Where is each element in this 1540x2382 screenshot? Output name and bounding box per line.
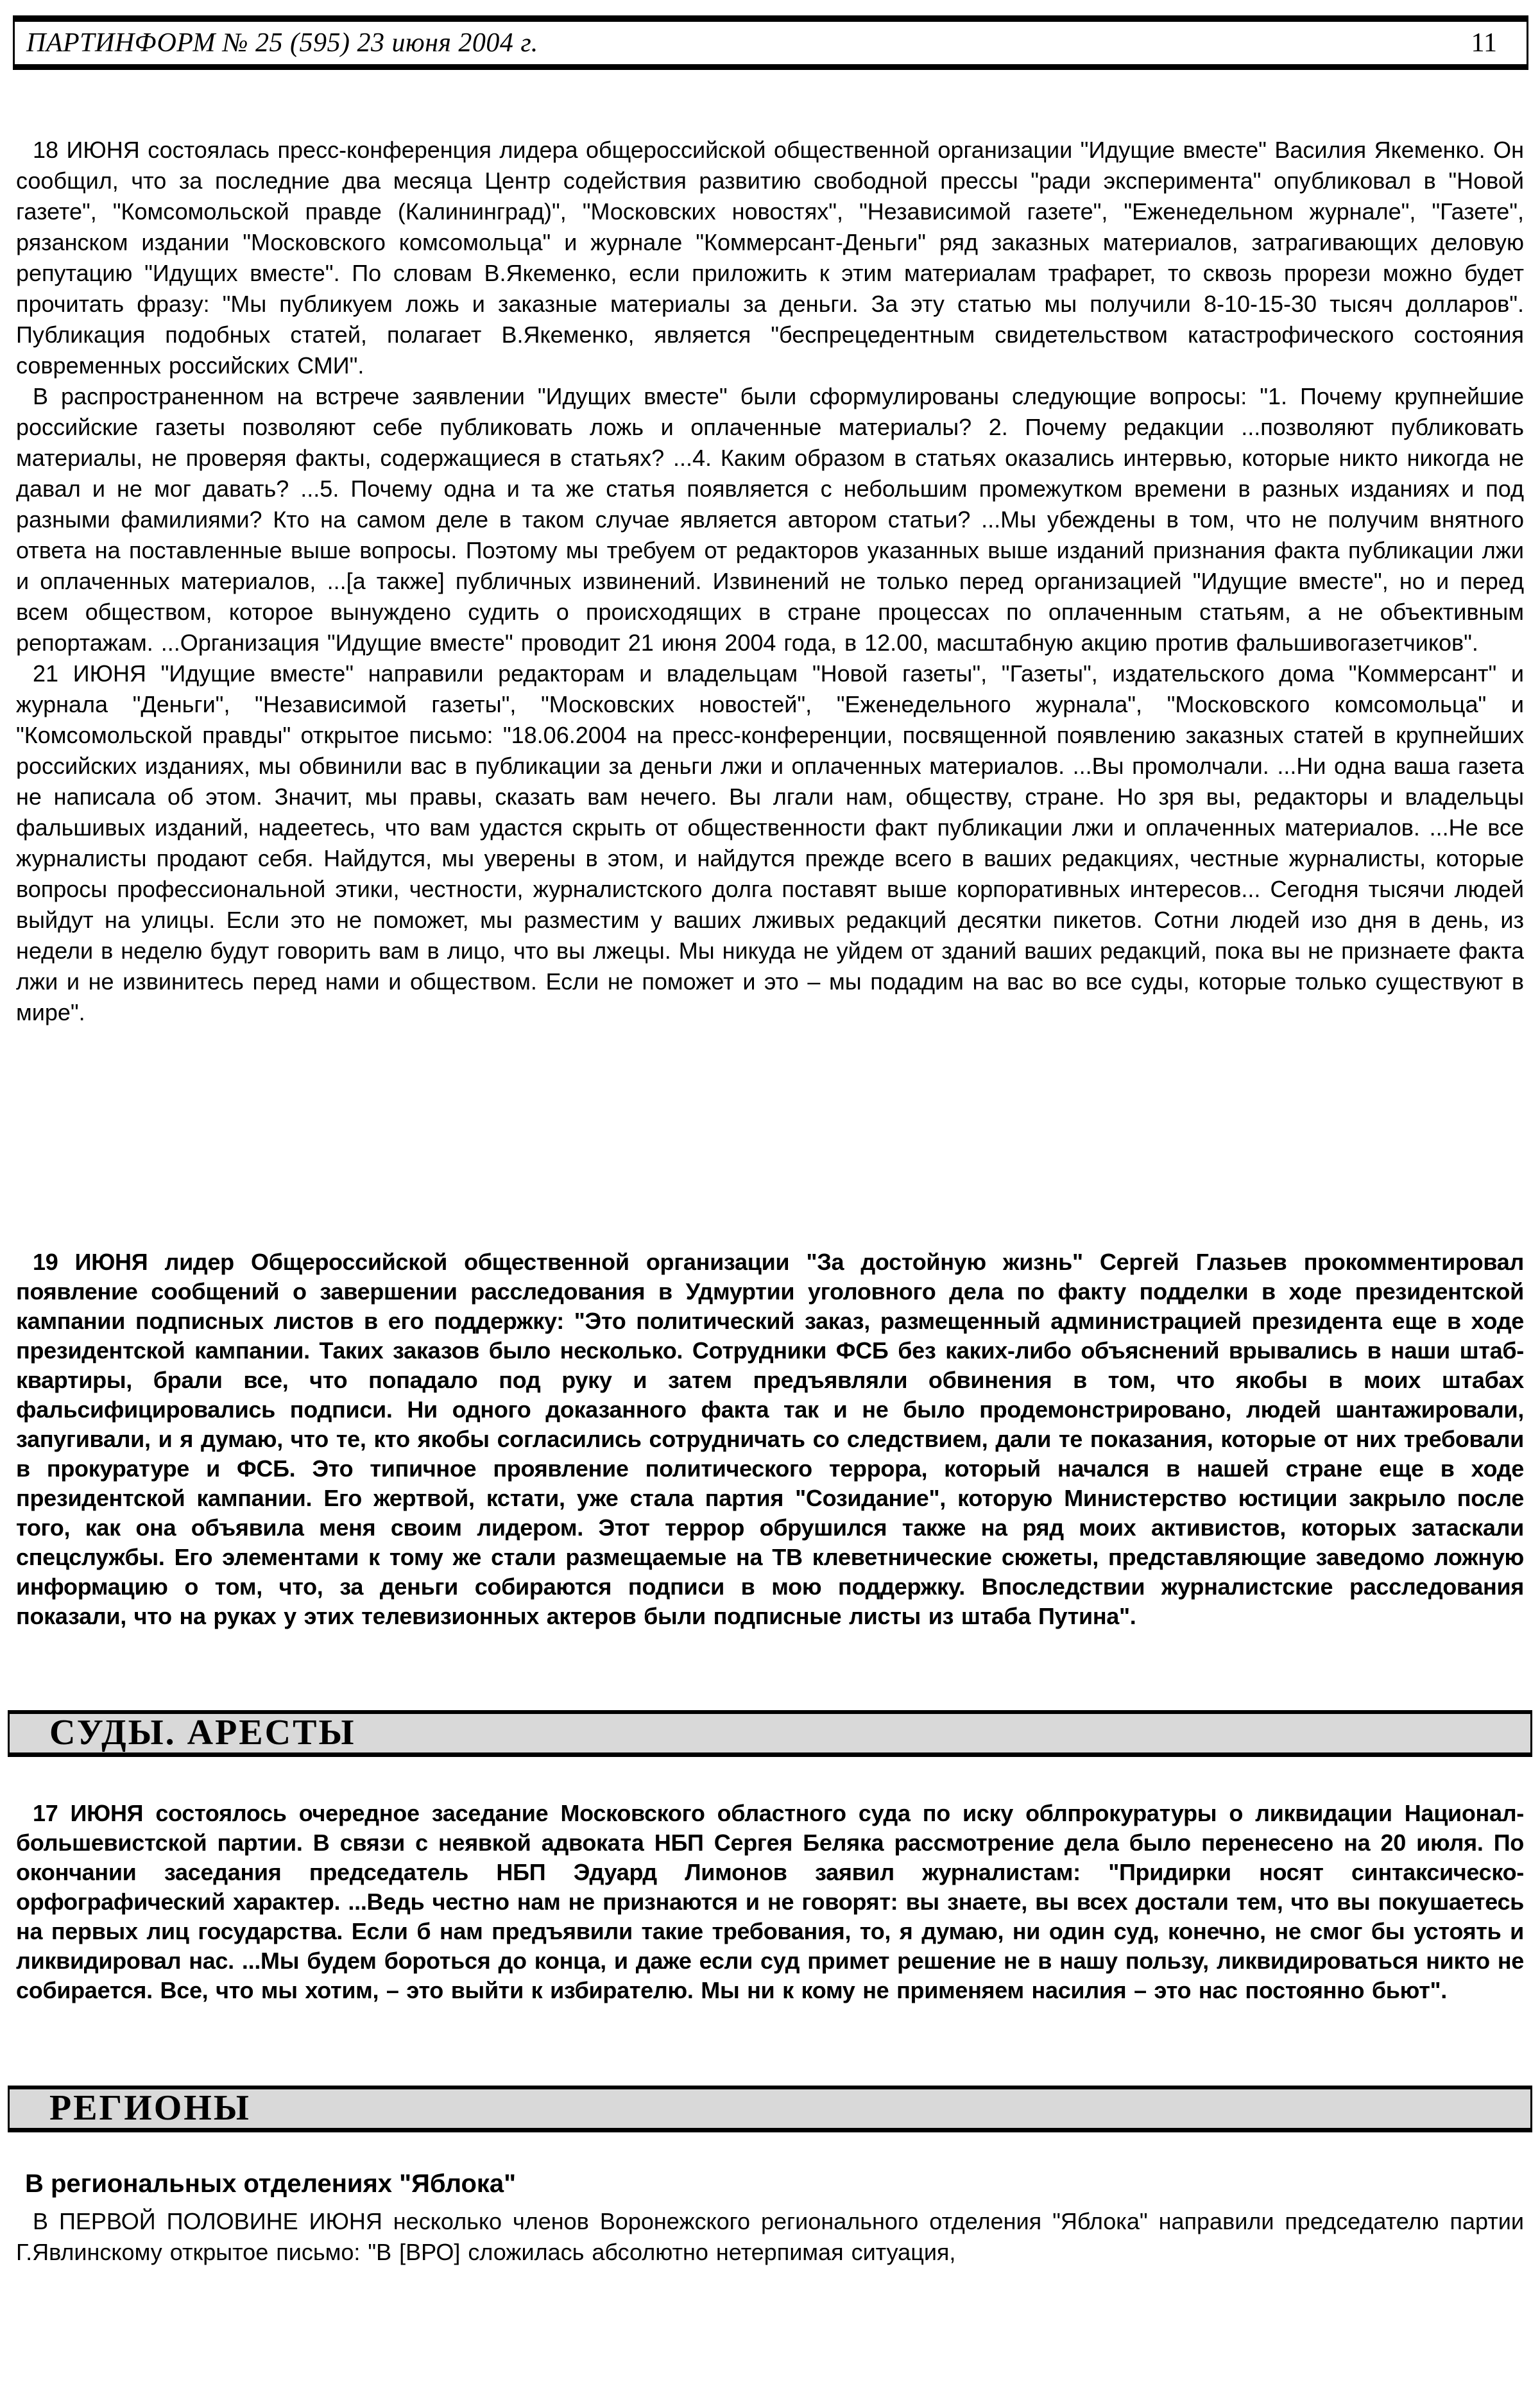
page-number: 11 <box>1471 28 1497 58</box>
article-21-june-open-letter: 21 ИЮНЯ "Идущие вместе" направили редакторам и владельцам "Новой газеты", "Газеты", издательского дома "Коммерсант" и журнала "Деньги", "Независимой газеты", "Московских новостей", "Еженедельного журнала", "Московского комсомольца" и "Комсомольской правды" открытое письмо: "18.06.2004 на пресс-конференции, посвященной появлению заказных статей в крупнейших российских изданиях, мы обвинили вас в публикации за деньги лжи и оплаченных материалов. ...Вы промолчали. ...Ни одна ваша газета не написала об этом. Значит, мы правы, сказать вам нечего. Вы лгали нам, обществу, стране. Но зря вы, редакторы и владельцы фальшивых изданий, надеетесь, что вам удастся скрыть от общественности факт публикации лжи и оплаченных материалов. ...Не все журналисты продают себя. Найдутся, мы уверены в этом, и найдутся прежде всего в ваших редакциях, честные журналисты, которые вопросы профессиональной этики, честности, журналистского долга поставят выше корпоративных интересов... Сегодня тысячи людей выйдут на улицы. Если это не поможет, мы разместим у ваших лживых редакций десятки пикетов. Сотни людей изо дня в день, из недели в неделю будут говорить вам в лицо, что вы лжецы. Мы никуда не уйдем от зданий ваших редакций, пока вы не признаете факта лжи и не извинитесь перед нами и обществом. Если не поможет и это – мы подадим на вас во все суды, которые только существуют в мире". <box>16 660 1524 1025</box>
section-header-regions <box>8 2086 1532 2132</box>
masthead <box>13 15 1528 70</box>
subsection-title-yabloko-regional: В региональных отделениях "Яблока" <box>25 2170 517 2198</box>
article-18-june-press-conference: 18 ИЮНЯ состоялась пресс-конференция лидера общероссийской общественной организации "Идущие вместе" Василия Якеменко. Он сообщил, что за последние два месяца Центр содействия развитию свободной прессы "ради эксперимента" опубликовал в "Новой газете", "Комсомольской правде (Калининград)", "Московских новостях", "Независимой газете", "Еженедельном журнале", "Газете", рязанском издании "Московского комсомольца" и журнале "Коммерсант-Деньги" ряд заказных материалов, затрагивающих деловую репутацию "Идущих вместе". По словам В.Якеменко, если приложить к этим материалам трафарет, то сквозь прорези можно будет прочитать фразу: "Мы публикуем ложь и заказные материалы за деньги. За эту статью мы получили 8-10-15-30 тысяч долларов". Публикация подобных статей, полагает В.Якеменко, является "беспрецедентным свидетельством катастрофического состояния современных российских СМИ". <box>16 137 1524 379</box>
article-yabloko-block <box>16 2206 1524 2268</box>
article-19-june-block <box>16 1247 1524 1631</box>
article-17-june-nbp-court: 17 ИЮНЯ состоялось очередное заседание Московского областного суда по иску облпрокуратуры о ликвидации Национал-большевистской партии. В связи с неявкой адвоката НБП Сергея Беляка рассмотрение дела было перенесено на 20 июля. По окончании заседания председатель НБП Эдуард Лимонов заявил журналистам: "Придирки носят синтаксическо-орфографический характер. ...Ведь честно нам не признаются и не говорят: вы знаете, вы всех достали тем, что вы покушаетесь на первых лиц государства. Если б нам предъявили такие требования, то, я думаю, ни один суд, конечно, не смог бы устоять и ликвидировал нас. ...Мы будем бороться до конца, и даже если суд примет решение не в нашу пользу, ликвидироваться никто не собирается. Все, что мы хотим, – это выйти к избирателю. Мы ни к кому не применяем насилия – это нас постоянно бьют". <box>16 1800 1524 2003</box>
articles-top-block <box>16 135 1524 1028</box>
article-19-june-glazyev: 19 ИЮНЯ лидер Общероссийской общественной организации "За достойную жизнь" Сергей Глазьев прокомментировал появление сообщений о завершении расследования в Удмуртии уголовного дела по факту подделки в ходе президентской кампании подписных листов в его поддержку: "Это политический заказ, размещенный администрацией президента еще в ходе президентской кампании. Таких заказов было несколько. Сотрудники ФСБ без каких-либо объяснений врывались в наши штаб-квартиры, брали все, что попадало под руку и затем предъявляли обвинения в том, что якобы в моих штабах фальсифицировались подписи. Ни одного доказанного факта так и не было продемонстрировано, людей шантажировали, запугивали, и я думаю, что те, кто якобы согласились сотрудничать со следствием, дали те показания, которые от них требовали в прокуратуре и ФСБ. Это типичное проявление политического террора, который начался в нашей стране еще в ходе президентской кампании. Его жертвой, кстати, уже стала партия "Созидание", которую Министерство юстиции закрыло после того, как она объявила меня своим лидером. Этот террор обрушился также на ряд моих активистов, которых затаскали спецслужбы. Его элементами к тому же стали размещаемые на ТВ клеветнические сюжеты, представляющие заведомо ложную информацию о том, что, за деньги собираются подписи в мою поддержку. Впоследствии журналистские расследования показали, что на руках у этих телевизионных актеров были подписные листы из штаба Путина". <box>16 1249 1524 1629</box>
section-header-courts-arrests <box>8 1710 1532 1757</box>
article-17-june-block <box>16 1799 1524 2005</box>
masthead-title: ПАРТИНФОРМ № 25 (595) 23 июня 2004 г. <box>26 28 538 58</box>
article-yabloko-voronezh-letter: В ПЕРВОЙ ПОЛОВИНЕ ИЮНЯ несколько членов Воронежского регионального отделения "Яблока" направили председателю партии Г.Явлинскому открытое письмо: "В [ВРО] сложилась абсолютно нетерпимая ситуация, <box>16 2208 1524 2265</box>
section-header-courts-arrests-label: СУДЫ. АРЕСТЫ <box>49 1713 356 1752</box>
article-idushchie-vmeste-statement: В распространенном на встрече заявлении "Идущих вместе" были сформулированы следующие вопросы: "1. Почему крупнейшие российские газеты позволяют себе публиковать ложь и оплаченные материалы? 2. Почему редакции ...позволяют публиковать материалы, не проверяя факты, содержащиеся в статьях? ...4. Каким образом в статьях оказались интервью, которые никто никогда не давал и не мог давать? ...5. Почему одна и та же статья появляется с небольшим промежутком времени в разных изданиях и под разными фамилиями? Кто на самом деле в таком случае является автором статьи? ...Мы убеждены в том, что не получим внятного ответа на поставленные выше вопросы. Поэтому мы требуем от редакторов указанных выше изданий признания факта публикации лжи и оплаченных материалов, ...[а также] публичных извинений. Извинений не только перед организацией "Идущие вместе", но и перед всем обществом, которое вынуждено судить о происходящих в стране процессах по оплаченным статьям, а не объективным репортажам. ...Организация "Идущие вместе" проводит 21 июня 2004 года, в 12.00, масштабную акцию против фальшивогазетчиков". <box>16 383 1524 656</box>
section-header-regions-label: РЕГИОНЫ <box>49 2088 251 2128</box>
subsection-yabloko-block <box>16 2169 1524 2198</box>
